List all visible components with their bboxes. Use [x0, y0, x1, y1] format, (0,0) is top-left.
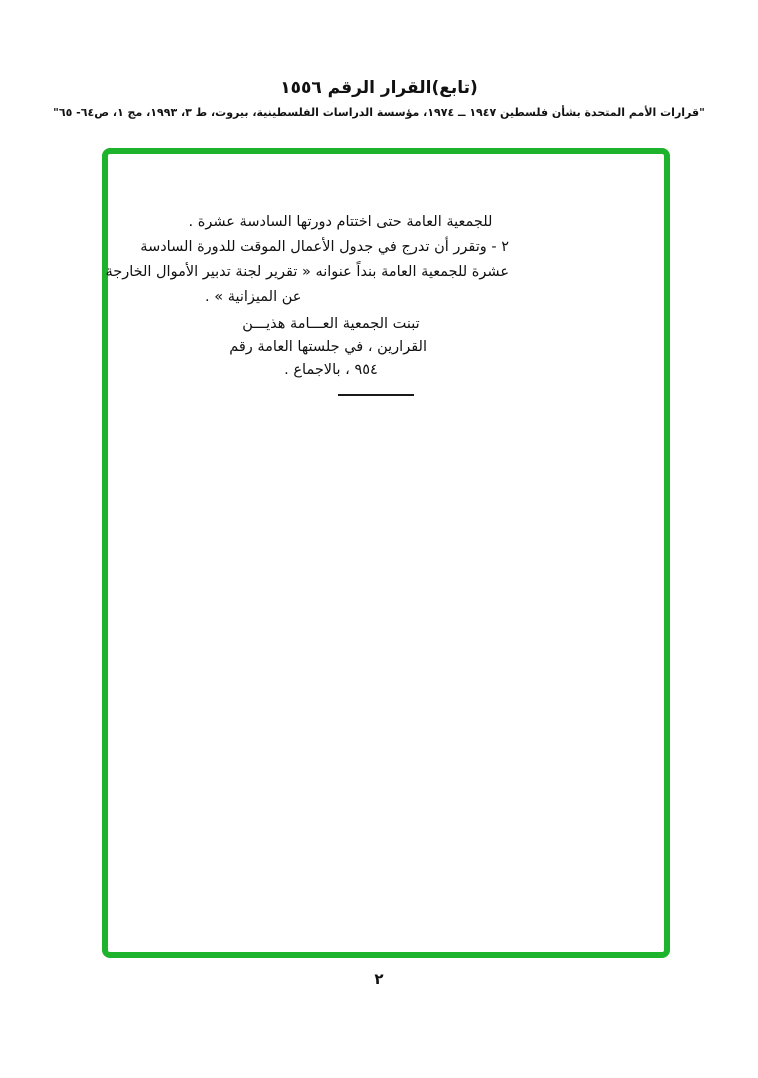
paragraph-resolution: [105, 210, 513, 310]
paragraph-adoption: [229, 313, 427, 382]
document-title: (تابع)القرار الرقم ١٥٥٦: [280, 78, 478, 98]
document-line: تبنت الجمعية العـــامة هذيـــن: [242, 316, 420, 332]
page-number: ٢: [374, 970, 384, 988]
document-citation: "قرارات الأمم المتحدة بشأن فلسطين ١٩٤٧ ــ ١٩٧٤، مؤسسة الدراسات الفلسطينية، بيروت، ط ٣، ١٩٩٣، مج ١، ص٦٤- ٦٥": [53, 106, 705, 119]
document-line: عن الميزانية » .: [205, 289, 302, 305]
document-line: القرارين ، في جلستها العامة رقم: [229, 339, 427, 355]
document-line: عشرة للجمعية العامة بنداً عنوانه « تقرير لجنة تدبير الأموال الخارجة: [105, 264, 509, 280]
document-line: ٩٥٤ ، بالاجماع .: [284, 362, 378, 378]
document-line: ٢ - وتقرر أن تدرج في جدول الأعمال الموقت للدورة السادسة: [140, 239, 509, 255]
document-line: للجمعية العامة حتى اختتام دورتها السادسة عشرة .: [188, 214, 493, 230]
section-divider: [338, 394, 414, 396]
